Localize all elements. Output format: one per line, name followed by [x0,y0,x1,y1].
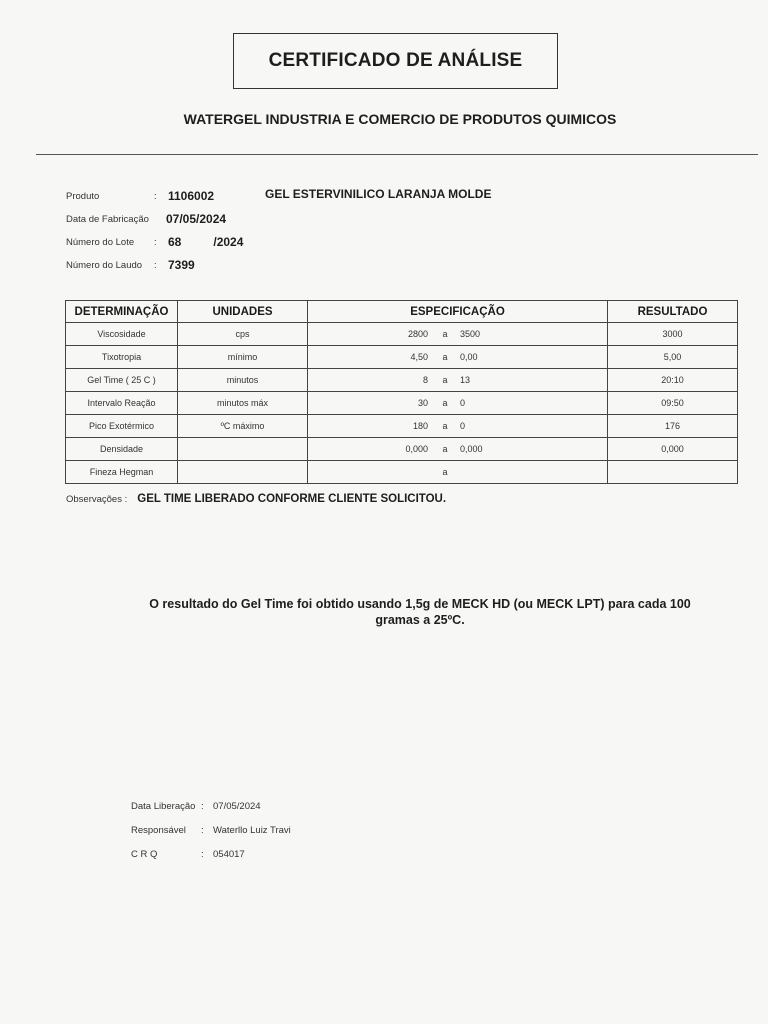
table-row [66,415,738,438]
spec-max: 0 [460,398,466,408]
responsavel-label: Responsável [131,825,186,836]
especificacao-cell [308,392,608,415]
info-fabricacao [66,210,226,228]
resultado-cell: 176 [608,415,738,438]
spec-a: a [442,398,448,408]
resultado-cell: 3000 [608,323,738,346]
observacoes-text: GEL TIME LIBERADO CONFORME CLIENTE SOLICITOU. [137,493,447,505]
spec-max: 13 [460,375,471,385]
spec-min: 180 [412,421,428,431]
unidade-cell: ºC máximo [178,415,308,438]
laudo-label: Número do Laudo [66,259,143,271]
especificacao-cell [308,369,608,392]
unidade-cell: cps [178,323,308,346]
note-line-2: gramas a 25ºC. [375,613,465,627]
determinacao-cell: Fineza Hegman [66,461,178,484]
spec-max: 0,000 [460,444,483,454]
especificacao-cell [308,438,608,461]
table-row [66,438,738,461]
unidade-cell: mínimo [178,346,308,369]
fabricacao-value: 07/05/2024 [166,212,227,226]
company-name: WATERGEL INDUSTRIA E COMERCIO DE PRODUTOS QUIMICOS [183,111,617,127]
resultado-cell: 20:10 [608,369,738,392]
especificacao-cell [308,415,608,438]
unidade-cell [178,461,308,484]
spec-min: 0,000 [405,444,428,454]
info-laudo [66,256,195,274]
spec-max: 0,00 [460,352,478,362]
unidade-cell [178,438,308,461]
spec-a: a [442,329,448,339]
resultado-cell: 0,000 [608,438,738,461]
table-row [66,461,738,484]
separator: : [154,259,157,271]
info-lote [66,233,243,251]
resultado-cell: 09:50 [608,392,738,415]
spec-a: a [442,421,448,431]
separator: : [201,849,204,860]
spec-min: 4,50 [410,352,428,362]
produto-code: 1106002 [168,189,215,203]
crq-label: C R Q [131,849,158,860]
separator: : [201,825,204,836]
table-row [66,392,738,415]
unidade-cell: minutos máx [178,392,308,415]
table-row [66,369,738,392]
produto-label: Produto [66,190,100,202]
spec-min: 2800 [407,329,428,339]
separator: : [154,236,157,248]
header-determinacao: DETERMINAÇÃO [66,301,178,323]
spec-a: a [442,444,448,454]
table-row [66,346,738,369]
resultado-cell [608,461,738,484]
liberacao-value: 07/05/2024 [213,801,261,812]
unidade-cell: minutos [178,369,308,392]
lote-value: 68 [168,235,182,249]
spec-max: 3500 [460,329,481,339]
footer-crq [131,849,245,860]
especificacao-cell [308,346,608,369]
responsavel-value: Waterllo Luiz Travi [213,825,291,836]
determinacao-cell: Tixotropia [66,346,178,369]
table-header-row [66,301,738,323]
lote-year: /2024 [213,235,244,249]
separator: : [201,801,204,812]
spec-a: a [442,467,448,477]
determinacao-cell: Viscosidade [66,323,178,346]
crq-value: 054017 [213,849,245,860]
spec-a: a [442,352,448,362]
analysis-table [65,300,738,484]
fabricacao-label: Data de Fabricação [66,213,149,225]
table-row [66,323,738,346]
header-especificacao: ESPECIFICAÇÃO [308,301,608,323]
spec-max: 0 [460,421,466,431]
determinacao-cell: Densidade [66,438,178,461]
divider [36,154,758,155]
determinacao-cell: Intervalo Reação [66,392,178,415]
observacoes [66,493,446,505]
header-resultado: RESULTADO [608,301,738,323]
spec-min: 30 [417,398,428,408]
header-unidades: UNIDADES [178,301,308,323]
determinacao-cell: Gel Time ( 25 C ) [66,369,178,392]
determinacao-cell: Pico Exotérmico [66,415,178,438]
laudo-value: 7399 [168,258,195,272]
observacoes-label: Observações : [66,493,128,505]
spec-a: a [442,375,448,385]
footer-responsavel [131,825,291,836]
gel-time-note [120,596,720,628]
spec-min: 8 [422,375,428,385]
document-title: CERTIFICADO DE ANÁLISE [233,33,558,89]
info-produto [66,187,214,205]
footer-liberacao [131,801,261,812]
liberacao-label: Data Liberação [131,801,196,812]
especificacao-cell [308,323,608,346]
separator: : [154,190,157,202]
note-line-1: O resultado do Gel Time foi obtido usando 1,5g de MECK HD (ou MECK LPT) para cada 100 [149,597,691,611]
produto-description: GEL ESTERVINILICO LARANJA MOLDE [265,187,492,201]
especificacao-cell [308,461,608,484]
lote-label: Número do Lote [66,236,135,248]
resultado-cell: 5,00 [608,346,738,369]
